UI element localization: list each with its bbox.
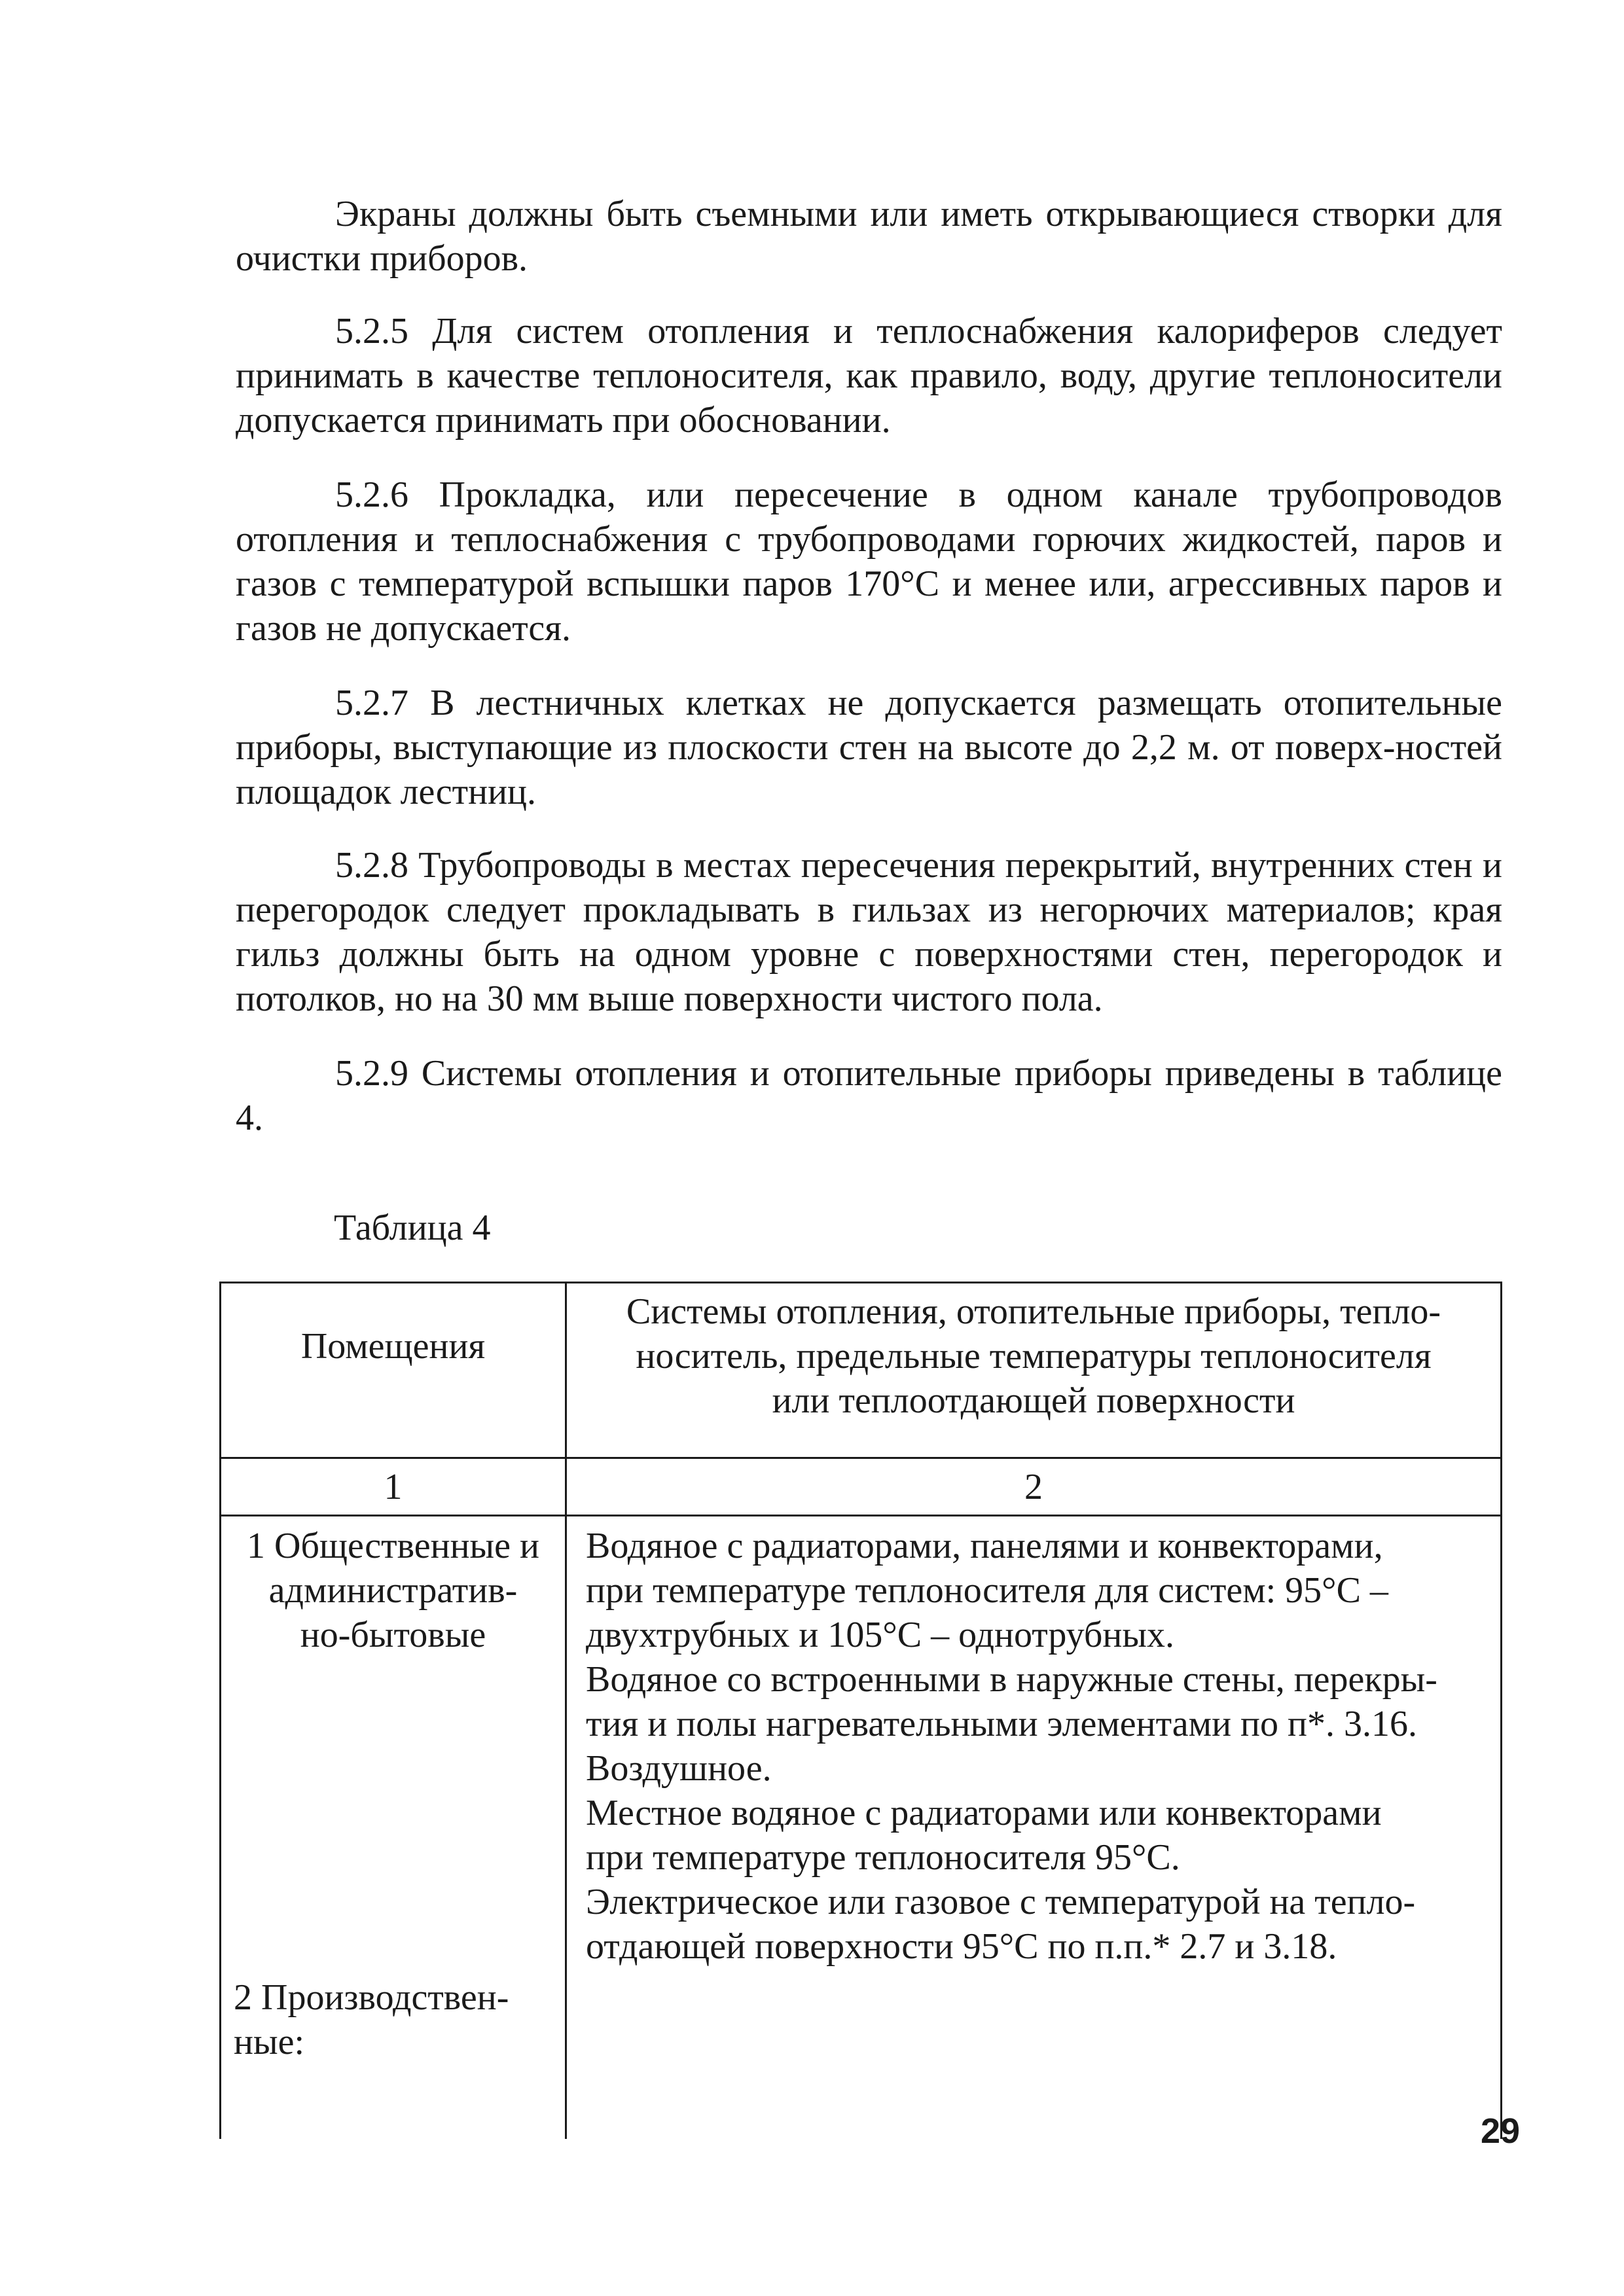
row1-systems-line: Воздушное. <box>586 1748 772 1789</box>
row2-room <box>234 1975 561 2064</box>
paragraph-text: Экраны должны быть съемными или иметь открывающиеся створки для очистки приборов. <box>236 194 1502 279</box>
row1-room-line: административ- <box>268 1570 518 1611</box>
header-systems <box>567 1289 1500 1423</box>
table-border-top <box>219 1282 1502 1283</box>
row1-systems-line: Местное водяное с радиаторами или конвекторами <box>586 1793 1382 1833</box>
header-systems-line: или теплоотдающей поверхности <box>772 1380 1295 1421</box>
table-border-right <box>1500 1282 1502 2139</box>
table-border-left <box>219 1282 221 2139</box>
row2-room-line: ные: <box>234 2022 305 2062</box>
row1-systems-line: Электрическое или газовое с температурой на тепло- <box>586 1882 1416 1922</box>
paragraph-5-2-7 <box>236 681 1502 814</box>
paragraph-5-2-5 <box>236 309 1502 442</box>
row1-systems-line: двухтрубных и 105°С – однотрубных. <box>586 1615 1174 1655</box>
header-systems-line: носитель, предельные температуры теплоносителя <box>636 1336 1432 1376</box>
page-number: 29 <box>1481 2111 1521 2151</box>
row1-room <box>221 1524 565 1657</box>
column-number-2: 2 <box>1024 1467 1043 1507</box>
paragraph-5-2-8 <box>236 843 1502 1021</box>
table-border-header-bottom <box>219 1457 1502 1459</box>
paragraph-text: 5.2.7 В лестничных клетках не допускается размещать отопительные приборы, выступающие из плоскости стен на высоте до 2,2 м. от поверх-ностей площадок лестниц. <box>236 683 1502 812</box>
header-systems-line: Системы отопления, отопительные приборы, тепло- <box>626 1291 1441 1332</box>
row1-systems <box>586 1524 1496 1969</box>
row1-systems-line: при температуре теплоносителя 95°С. <box>586 1837 1180 1878</box>
row1-room-line: но-бытовые <box>300 1615 486 1655</box>
header-rooms: Помещения <box>300 1326 486 1367</box>
paragraph-text: 5.2.6 Прокладка, или пересечение в одном канале трубопроводов отопления и теплоснабжения с трубопроводами горючих жидкостей, паров и газов с температурой вспышки паров 170°С и менее или, агрессивных паров и газов не допускается. <box>236 475 1502 649</box>
row1-systems-line: отдающей поверхности 95°С по п.п.* 2.7 и 3.18. <box>586 1926 1337 1967</box>
row1-systems-line: тия и полы нагревательными элементами по п*. 3.16. <box>586 1704 1417 1744</box>
paragraph-text: 5.2.5 Для систем отопления и теплоснабжения калориферов следует принимать в качестве теплоносителя, как правило, воду, другие теплоносители допускается принимать при обосновании. <box>236 311 1502 440</box>
paragraph-5-2-6 <box>236 473 1502 651</box>
column-number-1: 1 <box>384 1467 403 1507</box>
heating-systems-table <box>219 1282 1502 2139</box>
row2-room-line: 2 Производствен- <box>234 1977 509 2018</box>
row1-systems-line: при температуре теплоносителя для систем: 95°С – <box>586 1570 1388 1611</box>
paragraph-text: 5.2.9 Системы отопления и отопительные приборы приведены в таблице 4. <box>236 1053 1502 1138</box>
row1-systems-line: Водяное со встроенными в наружные стены, перекры- <box>586 1659 1437 1700</box>
table-caption: Таблица 4 <box>334 1208 491 1248</box>
row1-room-line: 1 Общественные и <box>247 1526 539 1566</box>
paragraph-5-2-9 <box>236 1051 1502 1140</box>
paragraph-screens <box>236 192 1502 281</box>
row1-systems-line: Водяное с радиаторами, панелями и конвекторами, <box>586 1526 1383 1566</box>
paragraph-text: 5.2.8 Трубопроводы в местах пересечения перекрытий, внутренних стен и перегородок следует прокладывать в гильзах из негорючих материалов; края гильз должны быть на одном уровне с поверхностями стен, перегородок и потолков, но на 30 мм выше поверхности чистого пола. <box>236 845 1502 1019</box>
table-border-numbers-bottom <box>219 1515 1502 1516</box>
